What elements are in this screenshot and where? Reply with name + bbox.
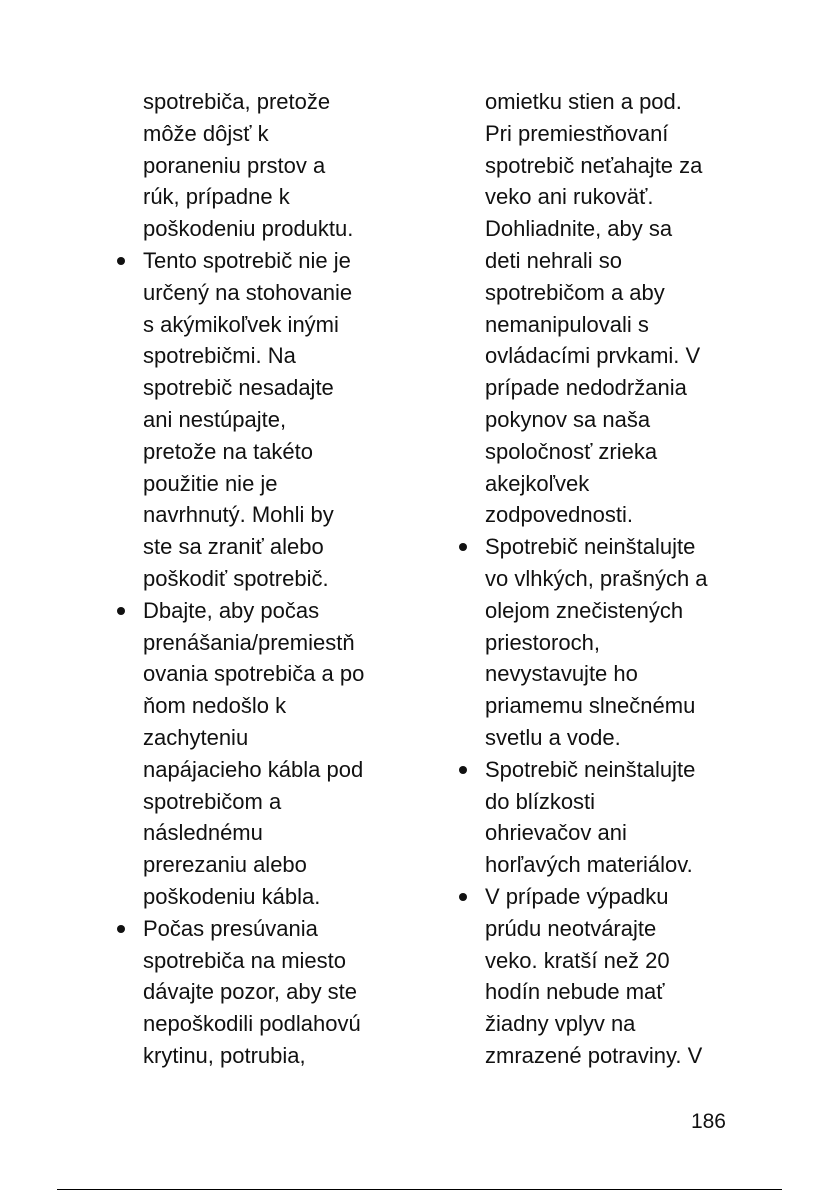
bullet-item-humid-locations: Spotrebič neinštalujte vo vlhkých, prašných a olejom znečistených priestoroch, nevystavujte ho priamemu slnečnému svetlu a vode. [485,531,735,754]
left-column [143,86,393,1072]
left-continuation-text: spotrebiča, pretože môže dôjsť k poraneniu prstov a rúk, prípadne k poškodeniu produktu. [143,89,354,242]
page-number: 186 [690,1110,726,1133]
bullet-item-stacking: Tento spotrebič nie je určený na stohovanie s akýmikoľvek inými spotrebičmi. Na spotrebič nesadajte ani nestúpajte, pretože na takéto použitie nie je navrhnutý. Mohli by ste sa zraniť alebo poškodiť spotrebič. [143,245,393,595]
footer-divider [57,1189,782,1190]
bullet-item-power-outage: V prípade výpadku prúdu neotvárajte veko. kratší než 20 hodín nebude mať žiadny vplyv na zmrazené potraviny. V [485,881,735,1072]
bullet-item-power-cable: Dbajte, aby počas prenášania/premiestň ovania spotrebiča a po ňom nedošlo k zachyteniu napájacieho kábla pod spotrebičom a následnému prerezaniu alebo poškodeniu kábla. [143,595,393,913]
bullet-item-moving: Počas presúvania spotrebiča na miesto dávajte pozor, aby ste nepoškodili podlahovú krytinu, potrubia, [143,913,393,1072]
right-continuation-text: omietku stien a pod. Pri premiestňovaní spotrebič neťahajte za veko ani rukoväť. Dohliadnite, aby sa deti nehrali so spotrebičom a aby nemanipulovali s ovládacími prvkami. V prípade nedodržania pokynov sa naša spoločnosť zrieka akejkoľvek zodpovednosti. [485,89,703,528]
right-column [485,86,735,1072]
bullet-item-heaters: Spotrebič neinštalujte do blízkosti ohrievačov ani horľavých materiálov. [485,754,735,881]
